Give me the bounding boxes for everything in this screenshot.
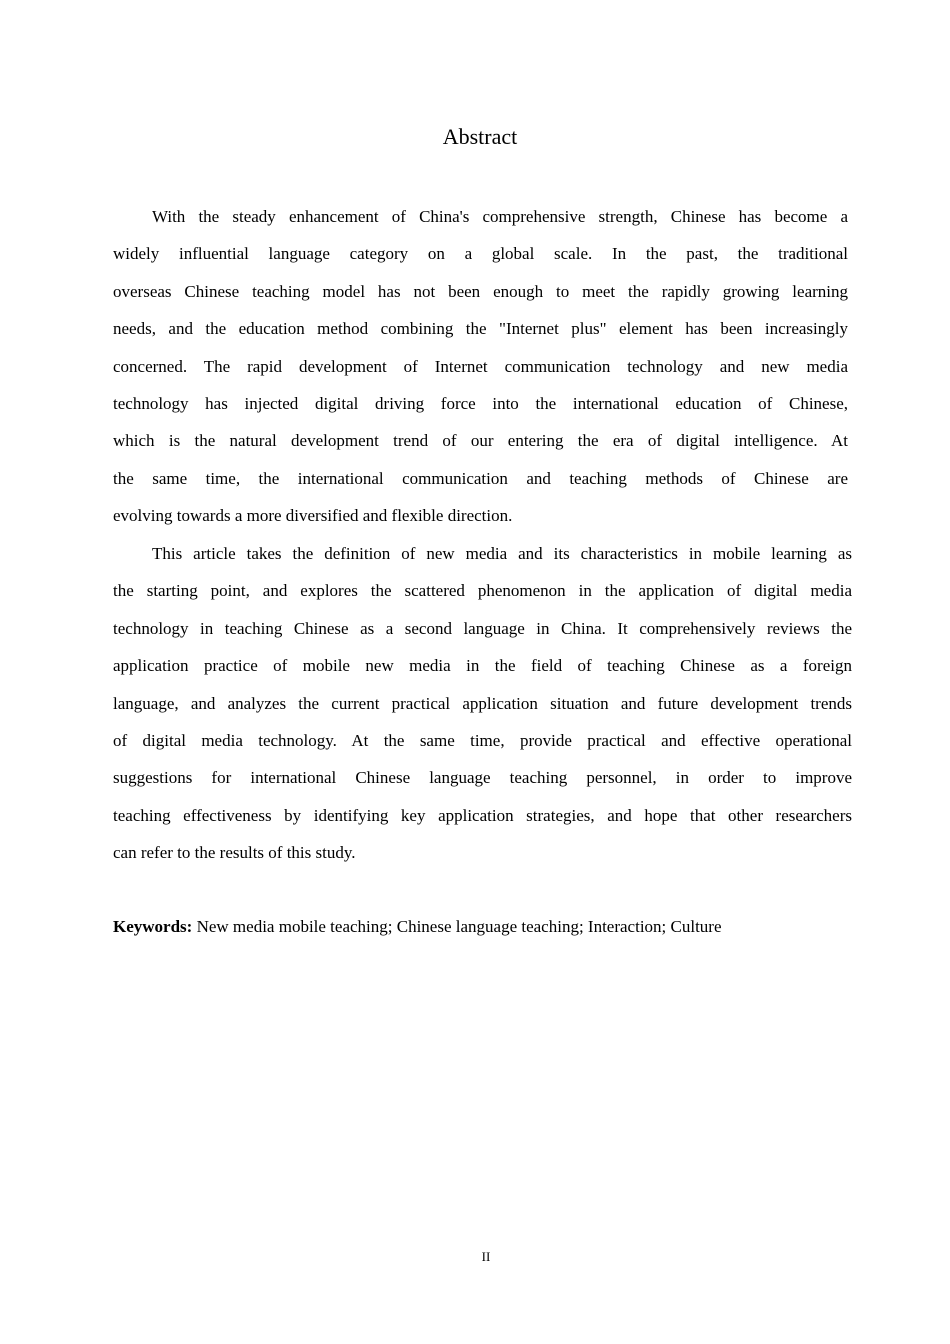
paragraph-line: which is the natural development trend of our entering the era of digital intelligence. At	[113, 431, 848, 451]
paragraph-line: of digital media technology. At the same time, provide practical and effective operational	[113, 730, 852, 750]
paragraph-line: evolving towards a more diversified and flexible direction.	[113, 506, 513, 526]
abstract-paragraph-1	[113, 198, 848, 535]
keywords	[113, 908, 722, 945]
paragraph-line: With the steady enhancement of China's comprehensive strength, Chinese has become a	[152, 207, 848, 226]
paragraph-line: the starting point, and explores the scattered phenomenon in the application of digital media	[113, 581, 852, 601]
paragraph-line: technology in teaching Chinese as a second language in China. It comprehensively reviews the	[113, 618, 852, 638]
paragraph-line: overseas Chinese teaching model has not been enough to meet the rapidly growing learning	[113, 281, 848, 301]
paragraph-line: concerned. The rapid development of Internet communication technology and new media	[113, 356, 848, 376]
paragraph-line: This article takes the definition of new media and its characteristics in mobile learning as	[152, 544, 852, 563]
paragraph-line: application practice of mobile new media in the field of teaching Chinese as a foreign	[113, 656, 852, 676]
paragraph-line: teaching effectiveness by identifying key application strategies, and hope that other researchers	[113, 805, 852, 825]
paragraph-line: needs, and the education method combining the "Internet plus" element has been increasingly	[113, 319, 848, 339]
keywords-label: Keywords:	[113, 917, 193, 936]
keywords-text: New media mobile teaching; Chinese language teaching; Interaction; Culture	[196, 917, 722, 936]
paragraph-line: widely influential language category on a global scale. In the past, the traditional	[113, 244, 848, 264]
page-title: Abstract	[442, 124, 518, 149]
page-number: II	[481, 1249, 491, 1264]
paragraph-line: language, and analyzes the current practical application situation and future development trends	[113, 693, 852, 713]
paragraph-line: can refer to the results of this study.	[113, 843, 356, 863]
paragraph-line: suggestions for international Chinese language teaching personnel, in order to improve	[113, 768, 852, 788]
paragraph-line: the same time, the international communication and teaching methods of Chinese are	[113, 468, 848, 488]
abstract-paragraph-2	[113, 535, 852, 872]
paragraph-line: technology has injected digital driving force into the international education of Chinese,	[113, 393, 848, 413]
